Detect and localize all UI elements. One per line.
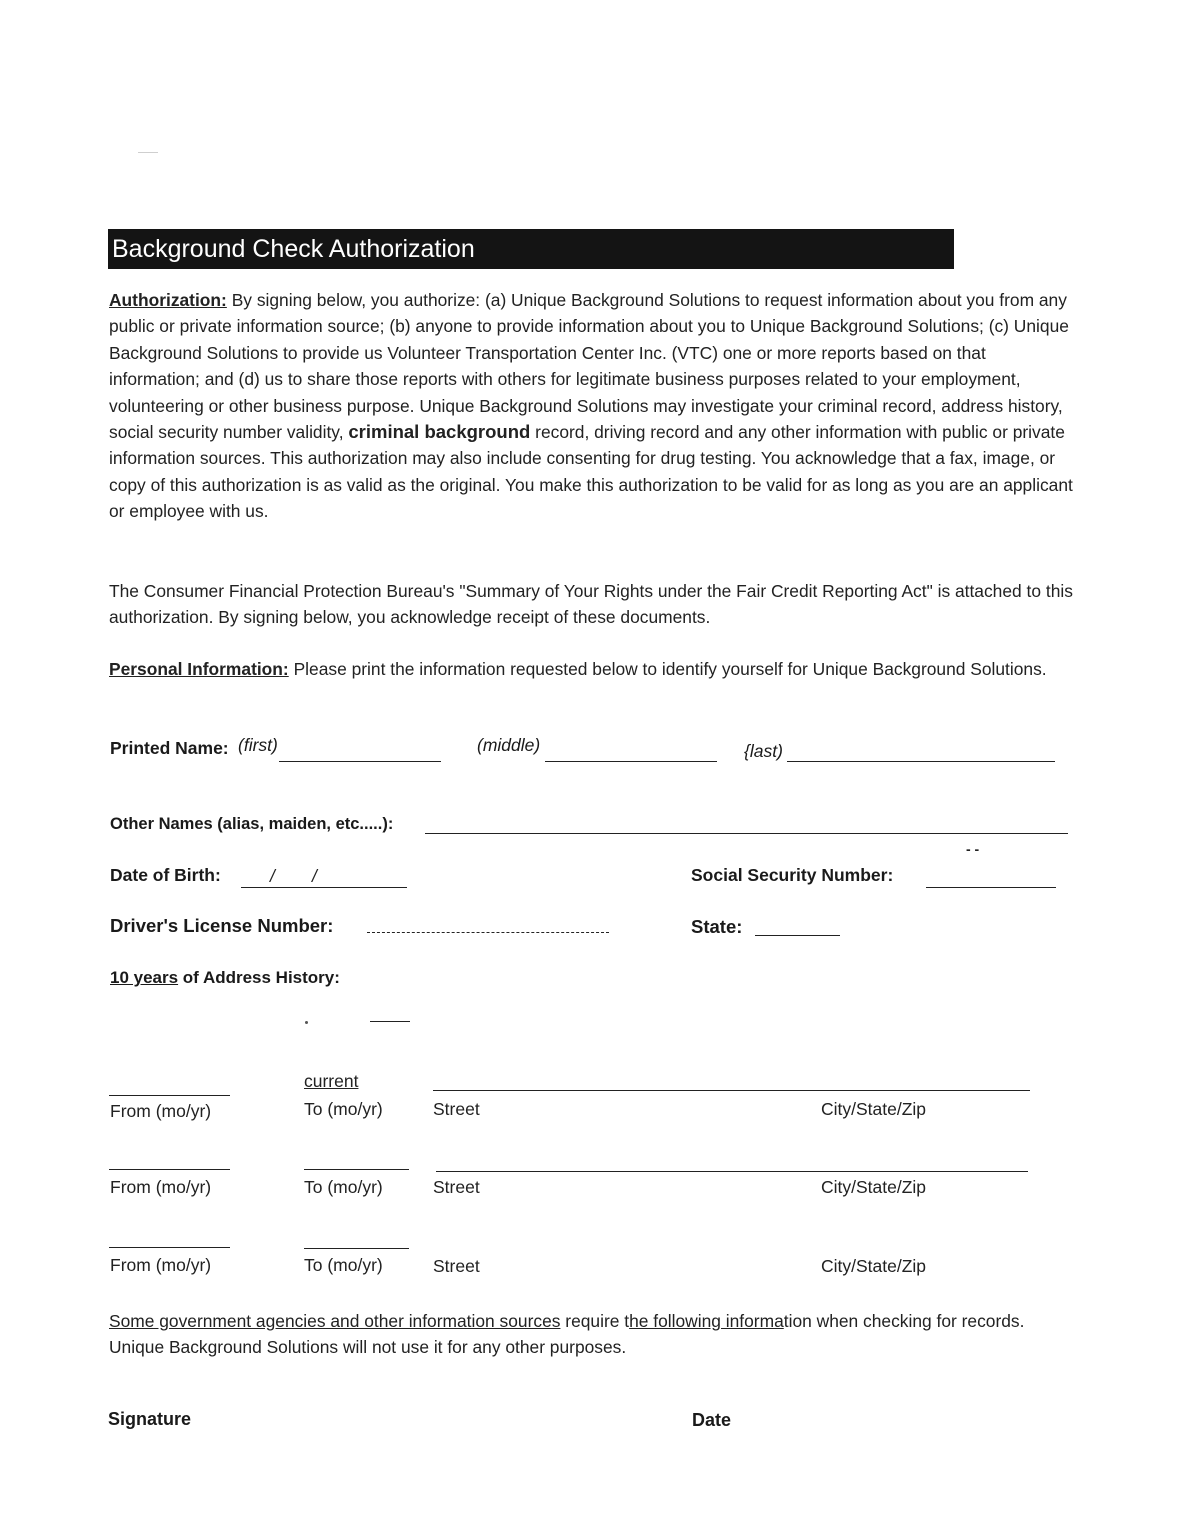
gov-notice-part-2: require t	[560, 1311, 630, 1331]
address-1-city-label: City/State/Zip	[821, 1099, 927, 1119]
address-history-rest: of Address History:	[178, 968, 340, 987]
personal-information-paragraph	[109, 656, 1074, 682]
address-2-street-field[interactable]	[436, 1171, 1028, 1172]
address-2-city-label: City/State/Zip	[821, 1177, 927, 1197]
address-3-to-label: To (mo/yr)	[304, 1255, 383, 1275]
address-3-from-label: From (mo/yr)	[110, 1255, 212, 1275]
address-3-city-label: City/State/Zip	[821, 1256, 927, 1276]
address-2-to-field[interactable]	[304, 1169, 409, 1170]
personal-information-text: Please print the information requested below to identify yourself for Unique Background Solutions.	[288, 659, 1047, 679]
address-1-street-label: Street	[433, 1099, 480, 1119]
middle-name-field[interactable]	[545, 761, 717, 762]
address-1-street-field[interactable]	[433, 1090, 1030, 1091]
dob-separator-2: /	[312, 866, 317, 886]
gov-notice-part-4: tion when checking for records. Unique Background Solutions will not use it for any other purposes.	[109, 1311, 1025, 1358]
address-1-to-value: current	[304, 1071, 359, 1091]
personal-information-heading: Personal Information:	[109, 659, 289, 679]
stray-dot	[305, 1021, 308, 1024]
date-label: Date	[692, 1410, 732, 1430]
printed-name-label: Printed Name:	[110, 738, 229, 758]
authorization-text-2: record, driving record and any other information with public or private information sources. This authorization may also include consenting for drug testing. You acknowledge that a fax, image, or copy of this authorization is as valid as the original. You make this authorization to be valid for as long as you are an applicant or employee with us.	[109, 422, 1073, 522]
address-3-street-label: Street	[433, 1256, 480, 1276]
gov-notice-part-1: Some government agencies and other information sources	[109, 1311, 561, 1331]
fcra-notice	[109, 578, 1074, 631]
gov-notice-part-3: he following informa	[629, 1311, 784, 1331]
last-name-field[interactable]	[787, 761, 1055, 762]
dob-label: Date of Birth:	[110, 865, 221, 885]
other-names-label: Other Names (alias, maiden, etc.....):	[110, 815, 394, 833]
ssn-field[interactable]	[926, 887, 1056, 888]
middle-name-hint: (middle)	[477, 735, 541, 755]
government-notice	[109, 1308, 1074, 1361]
scan-mark	[138, 152, 158, 153]
authorization-bold-phrase: criminal background	[348, 421, 531, 443]
last-name-hint: {last)	[744, 741, 783, 761]
address-2-to-label: To (mo/yr)	[304, 1177, 383, 1197]
address-2-from-label: From (mo/yr)	[110, 1177, 212, 1197]
stray-line	[370, 1021, 410, 1022]
state-field[interactable]	[755, 935, 840, 936]
authorization-paragraph	[109, 287, 1074, 525]
ssn-dash-marks: - -	[966, 841, 980, 857]
authorization-heading: Authorization:	[109, 290, 227, 310]
state-label: State:	[691, 916, 743, 937]
address-2-street-label: Street	[433, 1177, 480, 1197]
first-name-hint: (first)	[238, 735, 278, 755]
address-history-years: 10 years	[110, 968, 179, 987]
dob-field[interactable]	[241, 887, 407, 888]
signature-label: Signature	[108, 1409, 192, 1429]
address-1-from-label: From (mo/yr)	[110, 1101, 212, 1121]
first-name-field[interactable]	[279, 761, 441, 762]
address-3-to-field[interactable]	[304, 1248, 409, 1249]
address-2-from-field[interactable]	[109, 1169, 230, 1170]
ssn-label: Social Security Number:	[691, 865, 894, 885]
dob-separator-1: /	[270, 866, 275, 886]
address-3-from-field[interactable]	[109, 1247, 230, 1248]
address-1-from-field[interactable]	[109, 1095, 230, 1096]
address-1-to-label: To (mo/yr)	[304, 1099, 383, 1119]
authorization-text-1: By signing below, you authorize: (a) Unique Background Solutions to request information about you from any public or private information source; (b) anyone to provide information about you to Unique Background Solutions; (c) Unique Background Solutions to provide us Volunteer Transportation Center Inc. (VTC) one or more reports based on that information; and (d) us to share those reports with others for legitimate business purposes related to your employment, volunteering or other business purpose. Unique Background Solutions may investigate your criminal record, address history, social security number validity,	[109, 290, 1069, 443]
fcra-notice-text: The Consumer Financial Protection Bureau's "Summary of Your Rights under the Fair Credit Reporting Act" is attached to this authorization. By signing below, you acknowledge receipt of these documents.	[109, 581, 1073, 628]
address-history-heading	[110, 968, 340, 988]
page-title: Background Check Authorization	[108, 229, 954, 269]
drivers-license-field[interactable]	[367, 932, 609, 933]
other-names-field[interactable]	[425, 833, 1068, 834]
drivers-license-label: Driver's License Number:	[110, 915, 334, 936]
